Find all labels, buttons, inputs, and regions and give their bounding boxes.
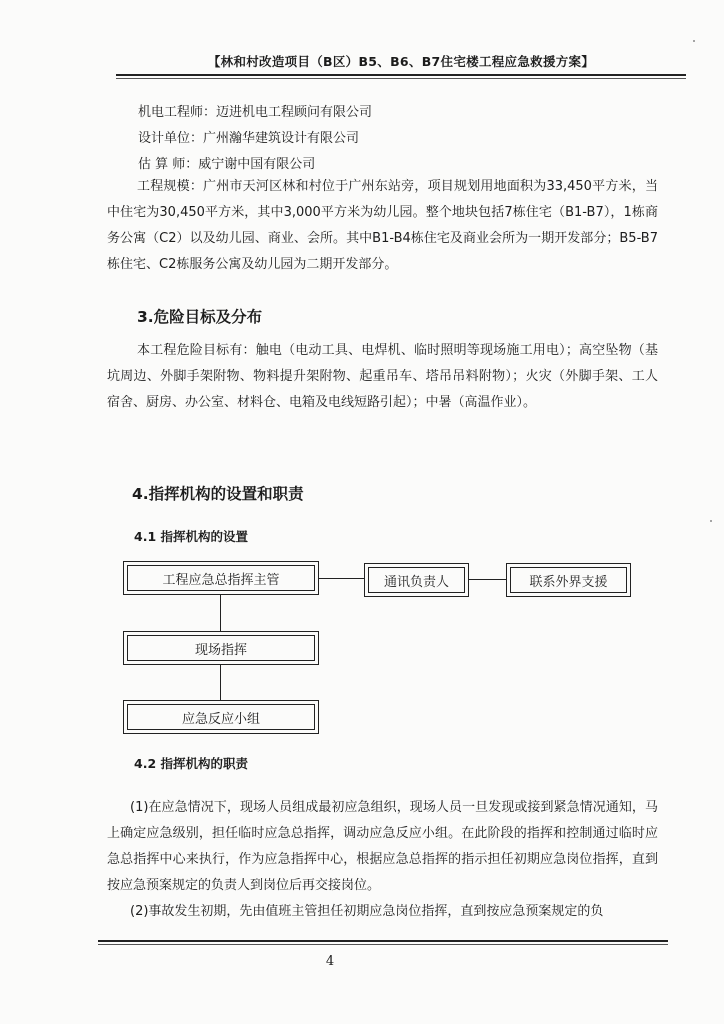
org-connector: [469, 579, 506, 580]
org-box-label: 通讯负责人: [368, 567, 465, 593]
org-box-response-team: [123, 700, 319, 734]
footer-rule-thin: [98, 944, 668, 945]
design-unit-line: 设计单位：广州瀚华建筑设计有限公司: [138, 131, 360, 146]
org-box-label: 工程应急总指挥主管: [127, 565, 315, 591]
section-4-1-heading: 4.1 指挥机构的设置: [134, 529, 248, 544]
page-number: 4: [325, 954, 335, 969]
duty-paragraph-1: (1)在应急情况下，现场人员组成最初应急组织，现场人员一旦发现或接到紧急情况通知，马上确定应急级别，担任临时应急总指挥，调动应急反应小组。在此阶段的指挥和控制通过临时应急总指挥中心来执行，作为应急指挥中心，根据应急总指挥的指示担任初期应急岗位指挥，直到按应急预案规定的负责人到岗位后再交接岗位。: [107, 800, 658, 893]
org-connector: [220, 595, 221, 631]
org-connector: [319, 578, 364, 579]
duty-paragraph-2: (2)事故发生初期，先由值班主管担任初期应急岗位指挥，直到按应急预案规定的负: [130, 904, 604, 919]
header-rule: [116, 74, 686, 76]
org-box-label: 联系外界支援: [510, 567, 627, 593]
section-3-body: 本工程危险目标有：触电（电动工具、电焊机、临时照明等现场施工用电）；高空坠物（基坑周边、外脚手架附物、物料提升架附物、起重吊车、塔吊吊料附物）；火灾（外脚手架、工人宿舍、厨房、办公室、材料仓、电箱及电线短路引起）；中暑（高温作业）。: [107, 343, 658, 410]
footer-rule: [98, 940, 668, 942]
section-4-2-heading: 4.2 指挥机构的职责: [134, 756, 248, 771]
project-scale-paragraph: 工程规模：广州市天河区林和村位于广州东站旁，项目规划用地面积为33,450平方米，当中住宅为30,450平方米，其中3,000平方米为幼儿园。整个地块包括7栋住宅（B1-B7），1栋商务公寓（C2）以及幼儿园、商业、会所。其中B1-B4栋住宅及商业会所为一期开发部分；B5-B7栋住宅、C2栋服务公寓及幼儿园为二期开发部分。: [107, 179, 658, 272]
org-box-label: 应急反应小组: [127, 704, 315, 730]
org-box-comm-lead: [364, 563, 469, 597]
scan-speck: [693, 40, 695, 42]
estimator-line: 估 算 师：威宁谢中国有限公司: [138, 157, 316, 172]
org-box-chief-commander: [123, 561, 319, 595]
org-box-external-support: [506, 563, 631, 597]
document-header: 【林和村改造项目（B区）B5、B6、B7住宅楼工程应急救援方案】: [207, 54, 595, 69]
section-3-heading: 3.危险目标及分布: [137, 308, 263, 326]
mep-engineer-line: 机电工程师：迈进机电工程顾问有限公司: [138, 105, 373, 120]
section-4-heading: 4.指挥机构的设置和职责: [132, 485, 304, 503]
header-rule-thin: [116, 78, 686, 79]
org-box-field-command: [123, 631, 319, 665]
org-box-label: 现场指挥: [127, 635, 315, 661]
scan-speck: [710, 520, 712, 522]
org-connector: [220, 665, 221, 700]
